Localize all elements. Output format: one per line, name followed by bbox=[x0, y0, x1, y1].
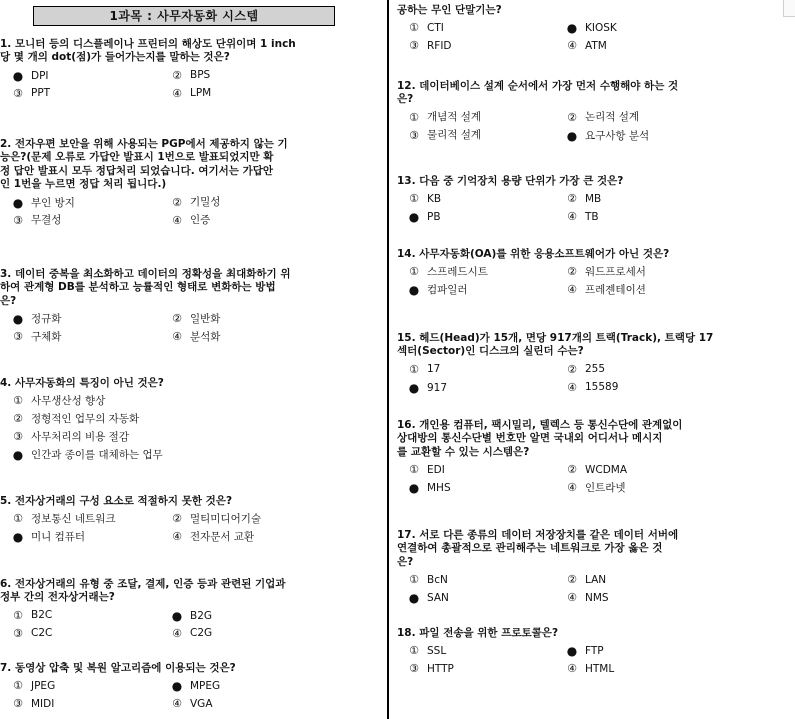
question-text: 16. 개인용 컴퓨터, 팩시밀리, 텔렉스 등 통신수단에 관계없이 bbox=[397, 419, 683, 431]
question-text: 15. 헤드(Head)가 15개, 면당 917개의 트랙(Track), 트랙당 17 bbox=[397, 332, 714, 344]
option-label: 요구사항 분석 bbox=[585, 129, 650, 142]
option[interactable] bbox=[565, 463, 627, 477]
option-number-icon: ③ bbox=[13, 86, 23, 100]
option-selected[interactable] bbox=[11, 530, 85, 545]
option-selected[interactable] bbox=[565, 644, 604, 659]
option-selected[interactable] bbox=[407, 481, 451, 496]
option-number-icon: ③ bbox=[13, 697, 23, 711]
option[interactable] bbox=[170, 627, 212, 641]
option-row bbox=[0, 87, 296, 105]
question-text: 은? bbox=[397, 93, 414, 106]
option[interactable] bbox=[565, 192, 601, 206]
option-number-icon: ④ bbox=[172, 86, 182, 100]
question-item bbox=[0, 377, 164, 466]
option[interactable] bbox=[407, 111, 481, 125]
option[interactable] bbox=[170, 530, 254, 544]
option-row bbox=[397, 192, 623, 210]
option-number-icon: ② bbox=[172, 195, 182, 209]
option-number-icon: ② bbox=[172, 68, 182, 82]
option-row bbox=[397, 363, 713, 381]
question-text: 14. 사무자동화(OA)를 위한 응용소프트웨어가 아닌 것은? bbox=[397, 248, 670, 260]
option-label: 일반화 bbox=[190, 312, 221, 325]
option-label: JPEG bbox=[31, 679, 56, 692]
option-selected[interactable] bbox=[407, 210, 441, 225]
option-number-icon: ④ bbox=[567, 283, 577, 297]
option-label: MB bbox=[585, 192, 602, 205]
option-label: SAN bbox=[427, 592, 449, 605]
option-number-icon: ① bbox=[409, 21, 419, 35]
option[interactable] bbox=[170, 214, 210, 228]
option-label: WCDMA bbox=[585, 463, 628, 476]
option-number-icon: ① bbox=[409, 362, 419, 376]
option-label: 917 bbox=[427, 381, 448, 394]
scrollbar-corner[interactable] bbox=[783, 0, 795, 17]
option-number-icon: ② bbox=[172, 312, 182, 326]
option[interactable] bbox=[11, 412, 139, 426]
option-label: DPI bbox=[31, 69, 49, 82]
question-text: 인 1번을 누르면 정답 처리 됩니다.) bbox=[0, 178, 167, 191]
selected-answer-icon: ● bbox=[12, 68, 24, 83]
option-row bbox=[0, 394, 164, 412]
option-row bbox=[397, 210, 623, 228]
option-number-icon: ④ bbox=[172, 213, 182, 227]
option-number-icon: ② bbox=[567, 362, 577, 376]
option-label: 전자문서 교환 bbox=[190, 530, 255, 543]
option[interactable] bbox=[170, 697, 213, 711]
option[interactable] bbox=[170, 87, 211, 101]
subject-title: 1과목 : 사무자동화 시스템 bbox=[33, 6, 335, 26]
option-label: 255 bbox=[585, 363, 606, 376]
option-number-icon: ③ bbox=[409, 128, 419, 142]
option-row bbox=[0, 214, 288, 232]
option-row bbox=[0, 412, 164, 430]
question-text: 정 답안 발표시 모두 정답처리 되었습니다. 여기서는 가답안 bbox=[0, 164, 274, 177]
option[interactable] bbox=[407, 662, 454, 676]
option-number-icon: ④ bbox=[567, 481, 577, 495]
option-number-icon: ② bbox=[172, 512, 182, 526]
option-label: KIOSK bbox=[585, 22, 617, 35]
option-label: BcN bbox=[427, 573, 448, 586]
option-number-icon: ① bbox=[409, 644, 419, 658]
option-label: TB bbox=[585, 210, 599, 223]
option[interactable] bbox=[170, 330, 220, 344]
question-text: 6. 전자상거래의 유형 중 조달, 결제, 인증 등과 관련된 기업과 bbox=[0, 578, 286, 590]
option-number-icon: ① bbox=[409, 573, 419, 587]
question-text: 를 교환할 수 있는 시스템은? bbox=[397, 445, 530, 458]
option-number-icon: ④ bbox=[567, 591, 577, 605]
option-label: 스프레드시트 bbox=[427, 265, 488, 278]
option[interactable] bbox=[565, 363, 605, 377]
question-item bbox=[397, 529, 678, 609]
option-row bbox=[397, 39, 607, 57]
option-row bbox=[0, 530, 255, 548]
question-text: 4. 사무자동화의 특징이 아닌 것은? bbox=[0, 377, 164, 389]
option-label: C2C bbox=[31, 627, 53, 640]
selected-answer-icon: ● bbox=[408, 591, 420, 606]
selected-answer-icon: ● bbox=[171, 679, 183, 694]
option-label: MIDI bbox=[31, 697, 55, 710]
option-label: ATM bbox=[585, 39, 607, 52]
option[interactable] bbox=[11, 512, 115, 526]
option-label: FTP bbox=[585, 645, 604, 658]
question-item bbox=[0, 138, 288, 232]
option-label: 17 bbox=[427, 363, 441, 376]
option-row bbox=[397, 381, 713, 399]
option-row bbox=[397, 481, 682, 499]
option-selected[interactable] bbox=[565, 21, 617, 36]
option-row bbox=[0, 330, 290, 348]
selected-answer-icon: ● bbox=[12, 312, 24, 327]
option-label: LPM bbox=[190, 87, 212, 100]
option-label: 부인 방지 bbox=[31, 196, 75, 209]
option-selected[interactable] bbox=[11, 196, 75, 211]
option-row bbox=[397, 283, 669, 301]
option[interactable] bbox=[11, 679, 55, 693]
question-item bbox=[0, 578, 285, 645]
option-row bbox=[397, 662, 615, 680]
option-number-icon: ① bbox=[409, 110, 419, 124]
option[interactable] bbox=[11, 430, 129, 444]
question-text: 18. 파일 전송을 위한 프로토콜은? bbox=[397, 627, 559, 639]
option-label: 물리적 설계 bbox=[427, 129, 482, 142]
option-label: 15589 bbox=[585, 381, 619, 394]
option-row bbox=[0, 430, 164, 448]
option-row bbox=[0, 627, 285, 645]
option[interactable] bbox=[407, 129, 481, 143]
question-item bbox=[397, 332, 713, 399]
option-label: VGA bbox=[190, 697, 213, 710]
option-label: 정형적인 업무의 자동화 bbox=[31, 412, 140, 425]
option-number-icon: ② bbox=[567, 573, 577, 587]
selected-answer-icon: ● bbox=[12, 448, 24, 463]
option-selected[interactable] bbox=[407, 283, 468, 298]
option-number-icon: ③ bbox=[13, 430, 23, 444]
option-label: 컴파일러 bbox=[427, 284, 468, 297]
question-item bbox=[397, 80, 678, 147]
selected-answer-icon: ● bbox=[408, 210, 420, 225]
option-label: CTI bbox=[427, 21, 444, 34]
option-number-icon: ① bbox=[13, 679, 23, 693]
question-text: 7. 동영상 압축 및 복원 알고리즘에 이용되는 것은? bbox=[0, 662, 236, 674]
option-number-icon: ② bbox=[567, 463, 577, 477]
option-row bbox=[397, 129, 678, 147]
option-row bbox=[0, 448, 164, 466]
question-text: 3. 데이터 중복을 최소화하고 데이터의 정확성을 최대화하기 위 bbox=[0, 268, 291, 280]
question-text: 은? bbox=[397, 555, 414, 568]
option-row bbox=[397, 644, 604, 662]
option-label: PPT bbox=[31, 87, 51, 100]
option-label: BPS bbox=[190, 69, 211, 82]
option[interactable] bbox=[565, 111, 639, 125]
option-number-icon: ② bbox=[567, 265, 577, 279]
option-row bbox=[397, 591, 678, 609]
option-label: 구체화 bbox=[31, 330, 62, 343]
option[interactable] bbox=[407, 363, 440, 377]
selected-answer-icon: ● bbox=[566, 644, 578, 659]
option-label: HTML bbox=[585, 662, 615, 675]
option-number-icon: ① bbox=[409, 192, 419, 206]
option[interactable] bbox=[565, 591, 609, 605]
option-number-icon: ③ bbox=[409, 662, 419, 676]
question-text: 5. 전자상거래의 구성 요소로 적절하지 못한 것은? bbox=[0, 495, 233, 507]
option-label: 프레젠테이션 bbox=[585, 283, 646, 296]
option-label: 사무생산성 향상 bbox=[31, 394, 106, 407]
question-item bbox=[397, 419, 682, 499]
option-number-icon: ② bbox=[13, 412, 23, 426]
option-selected[interactable] bbox=[11, 448, 163, 463]
question-item bbox=[0, 662, 236, 715]
option-row bbox=[0, 697, 236, 715]
option-selected[interactable] bbox=[407, 591, 449, 606]
option-label: 정규화 bbox=[31, 313, 62, 326]
option-number-icon: ① bbox=[13, 512, 23, 526]
option[interactable] bbox=[565, 381, 618, 395]
option-label: PB bbox=[427, 211, 441, 224]
question-text: 섹터(Sector)인 디스크의 실린더 수는? bbox=[397, 345, 584, 358]
option-row bbox=[0, 69, 296, 87]
selected-answer-icon: ● bbox=[566, 21, 578, 36]
option-label: 사무처리의 비용 절감 bbox=[31, 430, 129, 443]
option-number-icon: ④ bbox=[567, 380, 577, 394]
question-item bbox=[0, 38, 296, 105]
option-row bbox=[0, 312, 290, 330]
option-label: EDI bbox=[427, 463, 445, 476]
option-number-icon: ① bbox=[409, 463, 419, 477]
question-item bbox=[0, 495, 262, 548]
option-label: 개념적 설계 bbox=[427, 111, 482, 124]
option[interactable] bbox=[11, 609, 52, 623]
question-text: 정부 간의 전자상거래는? bbox=[0, 591, 115, 604]
option-label: 분석화 bbox=[190, 330, 221, 343]
option[interactable] bbox=[407, 21, 444, 35]
question-text: 1. 모니터 등의 디스플레이나 프린터의 해상도 단위이며 1 inch bbox=[0, 38, 296, 50]
option-number-icon: ③ bbox=[409, 39, 419, 53]
option-label: 인트라넷 bbox=[585, 481, 626, 494]
question-item bbox=[397, 248, 669, 301]
option-selected[interactable] bbox=[407, 381, 447, 396]
option-label: SSL bbox=[427, 644, 447, 657]
question-text: 은? bbox=[0, 294, 17, 307]
option[interactable] bbox=[565, 283, 646, 297]
option-row bbox=[0, 512, 262, 530]
option[interactable] bbox=[565, 573, 606, 587]
option[interactable] bbox=[565, 265, 646, 279]
option[interactable] bbox=[407, 573, 448, 587]
option-number-icon: ③ bbox=[13, 330, 23, 344]
option-row bbox=[397, 573, 678, 591]
option-label: B2G bbox=[190, 609, 213, 622]
selected-answer-icon: ● bbox=[408, 481, 420, 496]
option-number-icon: ④ bbox=[567, 662, 577, 676]
question-text: 13. 다음 중 기억장치 용량 단위가 가장 큰 것은? bbox=[397, 175, 624, 187]
option-row bbox=[0, 196, 288, 214]
question-item bbox=[0, 268, 290, 348]
option-label: 멀티미디어기술 bbox=[190, 512, 262, 525]
option-selected[interactable] bbox=[170, 679, 220, 694]
selected-answer-icon: ● bbox=[408, 283, 420, 298]
question-text: 하여 관계형 DB를 분석하고 능률적인 형태로 변화하는 방법 bbox=[0, 281, 276, 294]
option-row bbox=[397, 21, 617, 39]
option-label: KB bbox=[427, 192, 442, 205]
option-label: 인간과 종이를 대체하는 업무 bbox=[31, 449, 163, 462]
option-selected[interactable] bbox=[170, 609, 212, 624]
column-divider bbox=[387, 0, 389, 719]
option-label: NMS bbox=[585, 591, 609, 604]
selected-answer-icon: ● bbox=[408, 380, 420, 395]
question-text: 17. 서로 다른 종류의 데이터 저장장치를 같은 데이터 서버에 bbox=[397, 529, 679, 541]
option-number-icon: ④ bbox=[172, 626, 182, 640]
option-row bbox=[397, 265, 669, 283]
question-text: 상대방의 통신수단별 번호만 알면 국내외 어디서나 메시지 bbox=[397, 432, 663, 445]
option[interactable] bbox=[565, 481, 626, 495]
option-label: 워드프로세서 bbox=[585, 265, 646, 278]
option-selected[interactable] bbox=[11, 69, 49, 84]
option-selected[interactable] bbox=[565, 129, 649, 144]
option-label: MHS bbox=[427, 482, 451, 495]
question-item-continued bbox=[397, 4, 617, 57]
option[interactable] bbox=[565, 210, 599, 224]
option-row bbox=[397, 463, 682, 481]
option-row bbox=[0, 609, 285, 627]
option-row bbox=[397, 111, 678, 129]
option-number-icon: ① bbox=[13, 608, 23, 622]
question-text: 2. 전자우편 보안을 위해 사용되는 PGP에서 제공하지 않는 기 bbox=[0, 138, 288, 150]
option-label: LAN bbox=[585, 573, 607, 586]
option[interactable] bbox=[11, 330, 61, 344]
option-label: B2C bbox=[31, 609, 53, 622]
option[interactable] bbox=[11, 394, 105, 408]
option[interactable] bbox=[170, 312, 220, 326]
question-text: 당 몇 개의 dot(점)가 들어가는지를 말하는 것은? bbox=[0, 51, 230, 64]
option-label: 무결성 bbox=[31, 214, 62, 227]
option-row bbox=[0, 679, 236, 697]
option[interactable] bbox=[170, 69, 210, 83]
selected-answer-icon: ● bbox=[171, 608, 183, 623]
option-label: 인증 bbox=[190, 214, 211, 227]
option[interactable] bbox=[170, 512, 261, 526]
option-number-icon: ④ bbox=[172, 330, 182, 344]
selected-answer-icon: ● bbox=[566, 128, 578, 143]
selected-answer-icon: ● bbox=[12, 195, 24, 210]
option-number-icon: ④ bbox=[172, 697, 182, 711]
option[interactable] bbox=[407, 39, 452, 53]
option[interactable] bbox=[407, 265, 488, 279]
option[interactable] bbox=[565, 39, 607, 53]
option[interactable] bbox=[407, 644, 446, 658]
option-number-icon: ① bbox=[13, 394, 23, 408]
question-item bbox=[397, 175, 623, 228]
option[interactable] bbox=[170, 196, 220, 210]
option-label: RFID bbox=[427, 39, 452, 52]
question-item bbox=[397, 627, 615, 680]
option[interactable] bbox=[11, 214, 61, 228]
question-text: 공하는 무인 단말기는? bbox=[397, 4, 502, 16]
option-number-icon: ④ bbox=[567, 39, 577, 53]
question-text: 능은?(문제 오류로 가답안 발표시 1번으로 발표되었지만 확 bbox=[0, 151, 274, 164]
option-label: 미니 컴퓨터 bbox=[31, 531, 86, 544]
option-label: C2G bbox=[190, 627, 213, 640]
question-text: 12. 데이터베이스 설계 순서에서 가장 먼저 수행해야 하는 것 bbox=[397, 80, 679, 92]
option-label: 기밀성 bbox=[190, 196, 221, 209]
option[interactable] bbox=[407, 463, 445, 477]
selected-answer-icon: ● bbox=[12, 530, 24, 545]
option-number-icon: ④ bbox=[172, 530, 182, 544]
option-label: 논리적 설계 bbox=[585, 111, 640, 124]
option-label: MPEG bbox=[190, 680, 221, 693]
option[interactable] bbox=[565, 662, 614, 676]
option[interactable] bbox=[11, 697, 54, 711]
option-selected[interactable] bbox=[11, 312, 61, 327]
option-number-icon: ② bbox=[567, 110, 577, 124]
option-number-icon: ③ bbox=[13, 626, 23, 640]
option[interactable] bbox=[11, 627, 52, 641]
option[interactable] bbox=[407, 192, 441, 206]
option-number-icon: ② bbox=[567, 192, 577, 206]
option-number-icon: ① bbox=[409, 265, 419, 279]
option-number-icon: ④ bbox=[567, 210, 577, 224]
option[interactable] bbox=[11, 87, 50, 101]
option-label: 정보통신 네트워크 bbox=[31, 512, 116, 525]
option-label: HTTP bbox=[427, 662, 454, 675]
option-number-icon: ③ bbox=[13, 213, 23, 227]
question-text: 연결하여 총괄적으로 관리해주는 네트워크로 가장 옳은 것 bbox=[397, 542, 663, 555]
